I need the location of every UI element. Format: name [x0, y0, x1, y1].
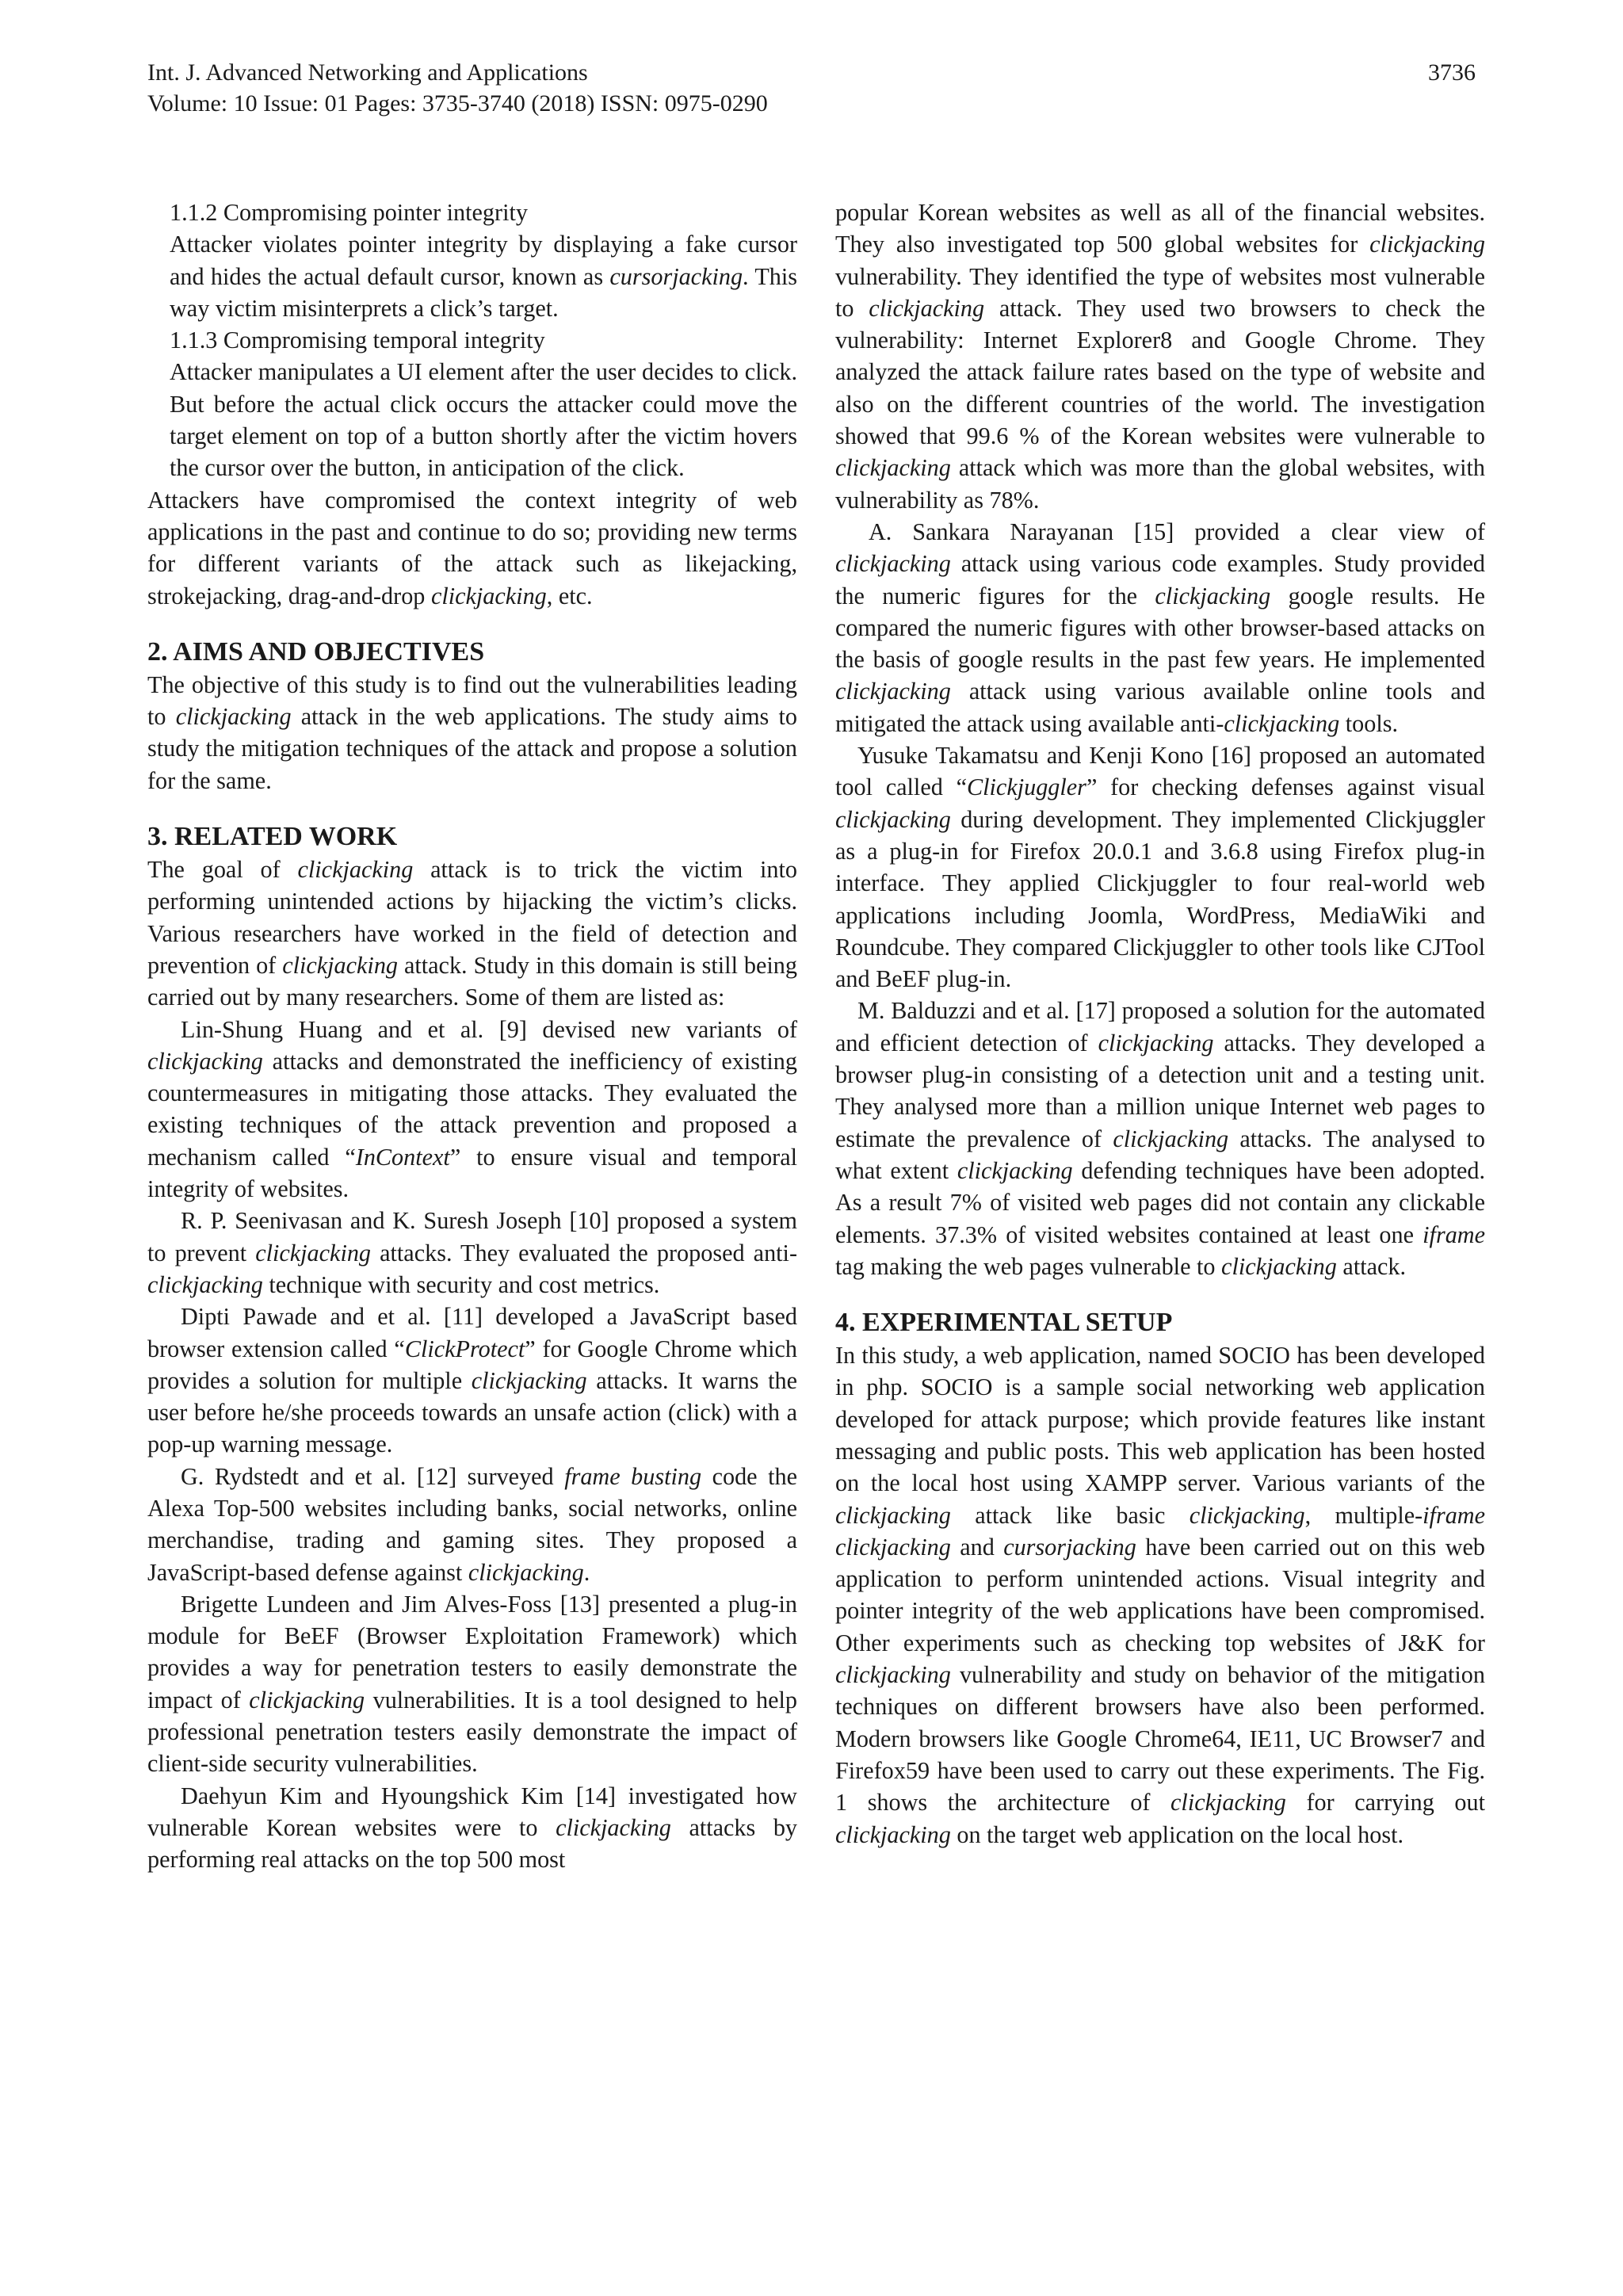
section-4-heading: 4. EXPERIMENTAL SETUP — [835, 1308, 1173, 1338]
journal-title: Int. J. Advanced Networking and Applications — [147, 59, 588, 86]
paragraph-rydstedt: G. Rydstedt and et al. [12] surveyed frame busting code the Alexa Top-500 websites including banks, social networks, online merchandise, trading and gaming sites. They proposed a JavaScript-based defense against clickjacking. — [147, 1462, 797, 1586]
subsection-1-1-3-title: 1.1.3 Compromising temporal integrity — [170, 327, 545, 354]
subsection-1-1-2-title: 1.1.2 Compromising pointer integrity — [170, 199, 528, 226]
paragraph-temporal-integrity: Attacker manipulates a UI element after the user decides to click. But before the actual click occurs the attacker could move the target element on top of a button shortly after the victim hovers the cursor over the button, in anticipation of the click. — [170, 358, 797, 482]
paragraph-aims: The objective of this study is to find out the vulnerabilities leading to clickjacking attack in the web applications. The study aims to study the mitigation techniques of the attack and propose a solution for the same. — [147, 670, 798, 794]
page-number: 3736 — [1428, 59, 1476, 86]
section-3-heading: 3. RELATED WORK — [147, 822, 398, 852]
paragraph-pointer-integrity: Attacker violates pointer integrity by displaying a fake cursor and hides the actual default cursor, known as cursorjacking. This way victim misinterprets a click’s target. — [170, 231, 797, 322]
paragraph-kim-continued: popular Korean websites as well as all of the financial websites. They also investigated top 500 global websites for clickjacking vulnerability. They identified the type of websites most vulnerable to clickjacking attack. They used two browsers to check the vulnerability: Internet Explorer8 and Google Chrome. They analyzed the attack failure rates based on the type of website and also on the different countries of the world. The investigation showed that 99.6 % of the Korean websites were vulnerable to clickjacking attack which was more than the global websites, with vulnerability as 78%. — [835, 199, 1486, 514]
paragraph-balduzzi: M. Balduzzi and et al. [17] proposed a solution for the automated and efficient detection of clickjacking attacks. They developed a browser plug-in consisting of a detection unit and a testing unit. They analysed more than a million unique Internet web pages to estimate the prevalence of clickjacking attacks. The analysed to what extent clickjacking defending techniques have been adopted. As a result 7% of visited web pages did not contain any clickable elements. 37.3% of visited websites contained at least one iframe tag making the web pages vulnerable to clickjacking attack. — [835, 997, 1485, 1280]
volume-info: Volume: 10 Issue: 01 Pages: 3735-3740 (2018) ISSN: 0975-0290 — [147, 90, 768, 117]
section-2-heading: 2. AIMS AND OBJECTIVES — [147, 636, 485, 667]
paragraph-lundeen: Brigette Lundeen and Jim Alves-Foss [13] presented a plug-in module for BeEF (Browser Exploitation Framework) which provides a way for penetration testers to easily demonstrate the impact of clickjacking vulnerabilities. It is a tool designed to help professional penetration testers easily demonstrate the impact of client-side security vulnerabilities. — [147, 1590, 797, 1778]
paragraph-seenivasan: R. P. Seenivasan and K. Suresh Joseph [10] proposed a system to prevent clickjacking attacks. They evaluated the proposed anti-clickjacking technique with security and cost metrics. — [147, 1207, 797, 1298]
paragraph-pawade: Dipti Pawade and et al. [11] developed a JavaScript based browser extension called “ClickProtect” for Google Chrome which provides a solution for multiple clickjacking attacks. It warns the user before he/she proceeds towards an unsafe action (click) with a pop-up warning message. — [147, 1303, 797, 1458]
paragraph-context-integrity: Attackers have compromised the context integrity of web applications in the past and continue to do so; providing new terms for different variants of the attack such as likejacking, strokejacking, drag-and-drop clickjacking, etc. — [147, 486, 797, 609]
paragraph-huang: Lin-Shung Huang and et al. [9] devised new variants of clickjacking attacks and demonstrated the inefficiency of existing countermeasures in mitigating those attacks. They evaluated the existing techniques of the attack prevention and proposed a mechanism called “InContext” to ensure visual and temporal integrity of websites. — [147, 1015, 797, 1203]
paragraph-experimental-setup: In this study, a web application, named SOCIO has been developed in php. SOCIO is a sample social networking web application developed for attack purpose; which provide features like instant messaging and public posts. This web application has been hosted on the local host using XAMPP server. Various variants of the clickjacking attack like basic clickjacking, multiple-iframe clickjacking and cursorjacking have been carried out on this web application to perform unintended actions. Visual integrity and pointer integrity of the web applications have been compromised. Other experiments such as checking top websites of J&K for clickjacking vulnerability and study on behavior of the mitigation techniques on different browsers have also been performed. Modern browsers like Google Chrome64, IE11, UC Browser7 and Firefox59 have been used to carry out these experiments. The Fig. 1 shows the architecture of clickjacking for carrying out clickjacking on the target web application on the local host. — [835, 1342, 1485, 1848]
left-column — [147, 197, 797, 1876]
paragraph-sankara: A. Sankara Narayanan [15] provided a clear view of clickjacking attack using various code examples. Study provided the numeric figures for the clickjacking google results. He compared the numeric figures with other browser-based attacks on the basis of google results in the past few years. He implemented clickjacking attack using various available online tools and mitigated the attack using available anti-clickjacking tools. — [835, 518, 1485, 737]
paragraph-related-work-intro: The goal of clickjacking attack is to trick the victim into performing unintended actions by hijacking the victim’s clicks. Various researchers have worked in the field of detection and prevention of clickjacking attack. Study in this domain is still being carried out by many researchers. Some of them are listed as: — [147, 856, 797, 1011]
right-column — [835, 197, 1485, 1851]
running-header — [147, 57, 1476, 119]
paragraph-kim-start: Daehyun Kim and Hyoungshick Kim [14] investigated how vulnerable Korean websites were to clickjacking attacks by performing real attacks on the top 500 most — [147, 1782, 798, 1874]
paragraph-takamatsu: Yusuke Takamatsu and Kenji Kono [16] proposed an automated tool called “Clickjuggler” for checking defenses against visual clickjacking during development. They implemented Clickjuggler as a plug-in for Firefox 20.0.1 and 3.6.8 using Firefox plug-in interface. They applied Clickjuggler to four real-world web applications including Joomla, WordPress, MediaWiki and Roundcube. They compared Clickjuggler to other tools like CJTool and BeEF plug-in. — [835, 742, 1485, 993]
